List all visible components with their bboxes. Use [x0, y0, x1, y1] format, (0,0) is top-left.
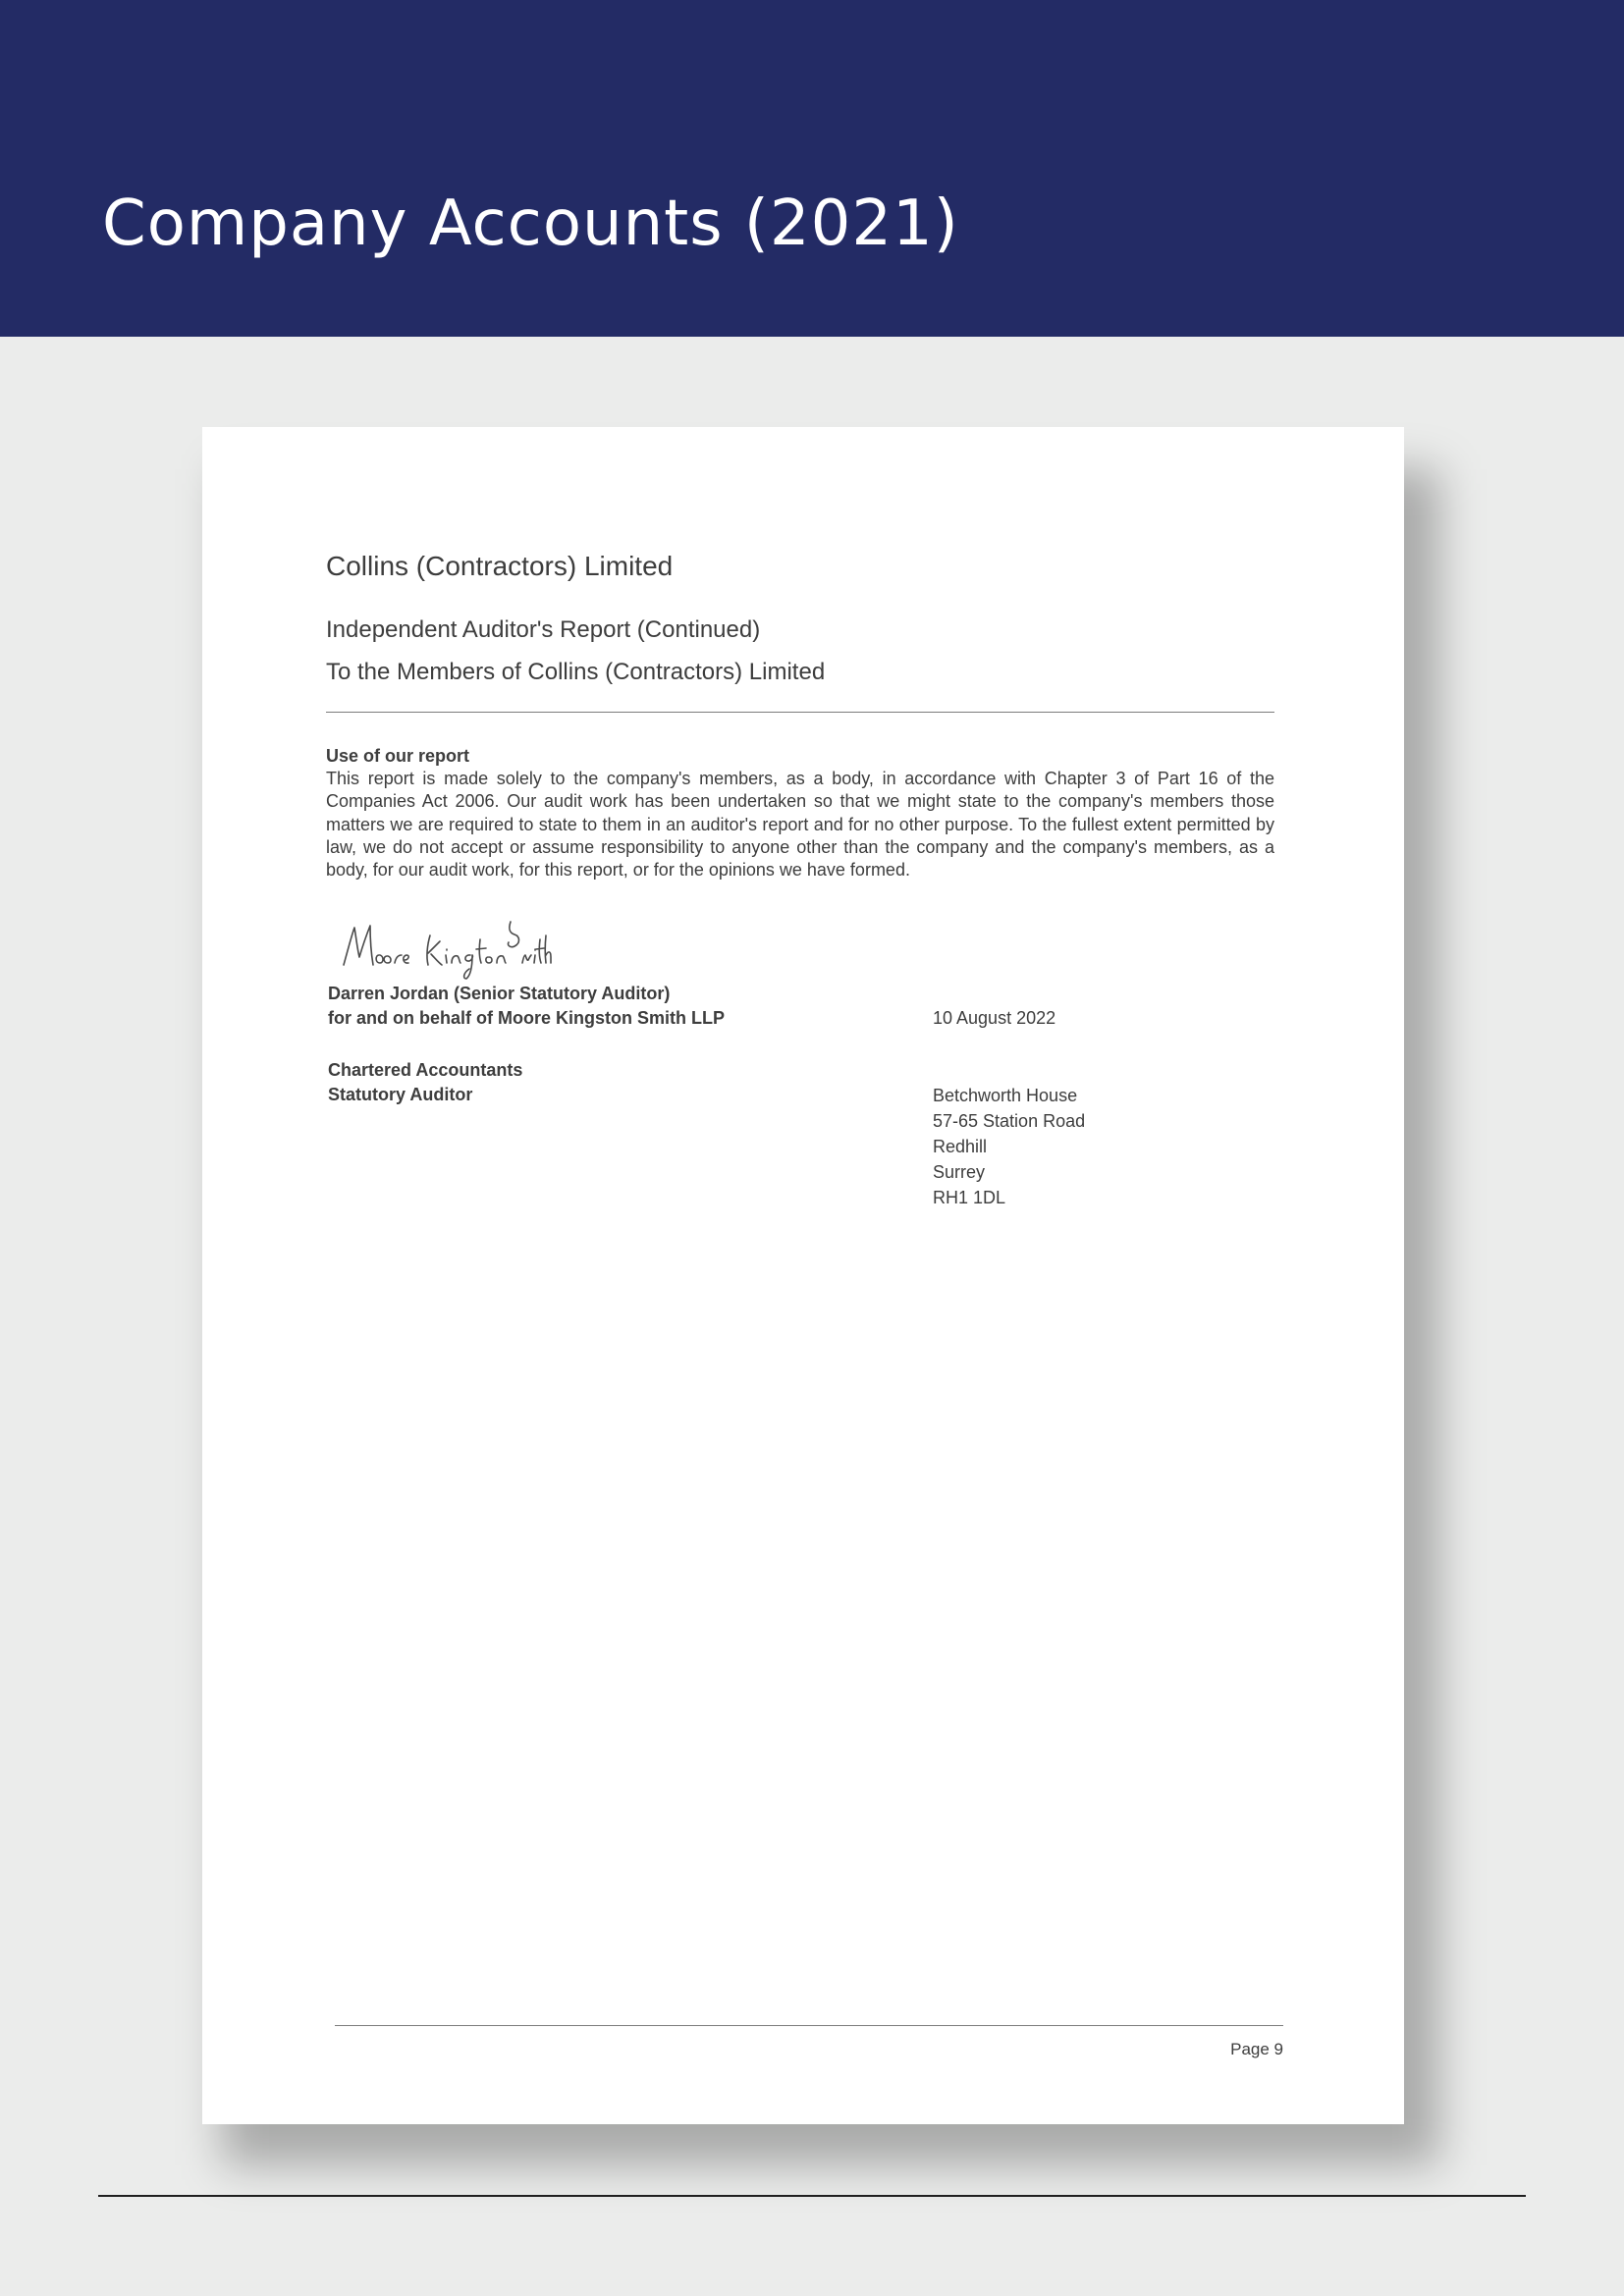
report-title: Independent Auditor's Report (Continued): [326, 616, 761, 643]
address-line: Betchworth House: [933, 1086, 1078, 1105]
signer-name: Darren Jordan (Senior Statutory Auditor): [328, 984, 671, 1003]
footer-divider: [335, 2025, 1283, 2026]
report-date: 10 August 2022: [933, 1008, 1056, 1028]
address-line: Surrey: [933, 1162, 986, 1182]
page-footer-rule: [98, 2195, 1526, 2197]
header-band: [0, 0, 1624, 337]
header-divider: [326, 712, 1274, 713]
auditor-address: [933, 1083, 1085, 1210]
address-line: RH1 1DL: [933, 1188, 1006, 1207]
section-heading: Use of our report: [326, 746, 470, 766]
signer-firm: for and on behalf of Moore Kingston Smith LLP: [328, 1008, 725, 1028]
page-title: Company Accounts (2021): [102, 187, 959, 260]
qualification-chartered-accountants: Chartered Accountants: [328, 1060, 523, 1080]
section-body: This report is made solely to the company's members, as a body, in accordance with Chapter 3 of Part 16 of the Companies Act 2006. Our audit work has been undertaken so that we might state to the company's members those matters we are required to state to them in an auditor's report and for no other purpose. To the fullest extent permitted by law, we do not accept or assume responsibility to anyone other than the company and the company's members, as a body, for our audit work, for this report, or for the opinions we have formed.: [326, 769, 1274, 881]
report-subtitle: To the Members of Collins (Contractors) Limited: [326, 659, 826, 685]
page-number: Page 9: [1230, 2040, 1283, 2058]
company-name: Collins (Contractors) Limited: [326, 551, 674, 581]
address-line: 57-65 Station Road: [933, 1111, 1086, 1131]
auditor-signature: [336, 914, 552, 983]
qualification-statutory-auditor: Statutory Auditor: [328, 1085, 473, 1104]
document-page: [202, 427, 1404, 2124]
address-line: Redhill: [933, 1137, 988, 1156]
